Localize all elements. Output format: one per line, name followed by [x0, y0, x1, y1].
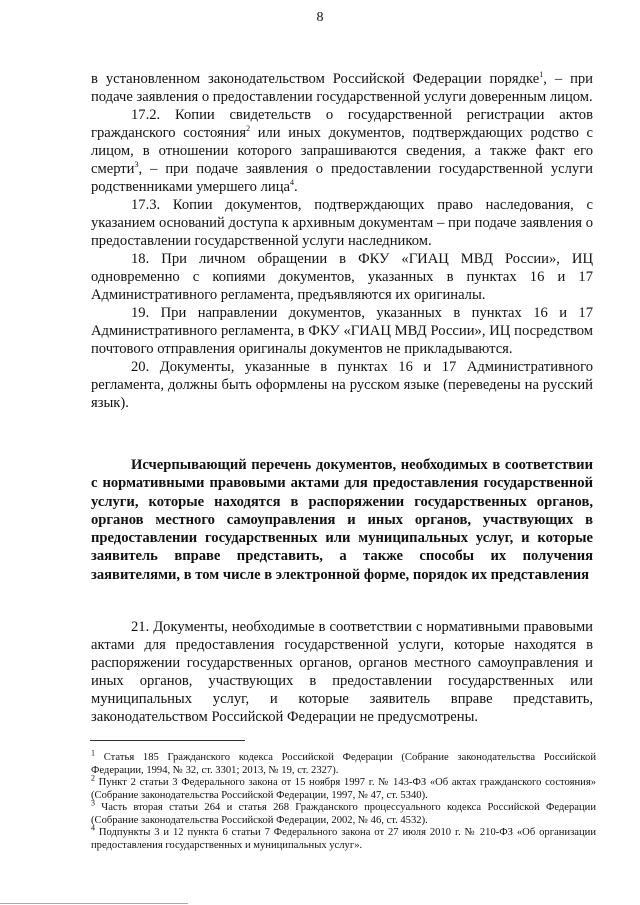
footnote-ref[interactable]: 3 [134, 160, 139, 170]
footnote-ref[interactable]: 1 [539, 70, 544, 80]
paragraph-text: или иных документов, подтверждающих родство с лицом, в отношении которого запрашиваются сведения, а также факт его смерти [91, 125, 593, 177]
footnote-text: Часть вторая статьи 264 и статья 268 Гражданского процессуального кодекса Российской Федерации (Собрание законодательства Российской Федерации, 2002, № 46, ст. 4532). [91, 802, 596, 826]
paragraph-17-3: 17.3. Копии документов, подтверждающих право наследования, с указанием оснований доступа к архивным документам – при подаче заявления о предоставлении государственной услуги наследником. [91, 197, 593, 249]
paragraph-18: 18. При личном обращении в ФКУ «ГИАЦ МВД России», ИЦ одновременно с копиями документов, указанных в пунктах 16 и 17 Административного регламента, предъявляются их оригиналы. [91, 251, 593, 303]
footnote-mark: 4 [91, 823, 95, 833]
scan-artifact-line [0, 903, 188, 904]
footnote-3 [91, 798, 596, 827]
footnote-text: Статья 185 Гражданского кодекса Российской Федерации (Собрание законодательства Российской Федерации, 1994, № 32, ст. 3301; 2013, № 19, ст. 2327). [91, 752, 596, 776]
footnote-4 [91, 823, 596, 852]
section-heading: Исчерпывающий перечень документов, необходимых в соответствии с нормативными правовыми актами для предоставления государственной услуги, которые находятся в распоряжении государственных органов, органов местного самоуправления и иных органов, участвующих в предоставлении государственных или муниципальных услуг, и которые заявитель вправе представить, а также способы их получения заявителями, в том числе в электронной форме, порядок их представления [91, 457, 593, 583]
paragraph-text: , – при подаче заявления о предоставлении государственной услуги родственниками умершего лица [91, 161, 593, 195]
footnote-text: Пункт 2 статьи 3 Федерального закона от 15 ноября 1997 г. № 143-ФЗ «Об актах гражданского состояния» (Собрание законодательства Российской Федерации, 1997, № 47, ст. 5340). [91, 777, 596, 801]
paragraph-17-2 [91, 106, 593, 196]
body-text [91, 70, 593, 412]
footnotes [91, 748, 596, 852]
footnote-mark: 3 [91, 798, 95, 808]
footnote-ref[interactable]: 2 [246, 124, 251, 134]
footnote-ref[interactable]: 4 [289, 178, 294, 188]
footnote-1 [91, 748, 596, 777]
paragraph-text: 17.2. Копии свидетельств о государственной регистрации актов гражданского состояния [91, 107, 593, 141]
paragraph-21: 21. Документы, необходимые в соответствии с нормативными правовыми актами для предоставления государственной услуги, которые находятся в распоряжении государственных органов, органов местного самоуправления и иных органов, участвующих в предоставлении государственных или муниципальных услуг, и которые заявитель вправе представить, законодательством Российской Федерации не предусмотрены. [91, 619, 593, 725]
paragraph-continuation [91, 70, 593, 106]
paragraph-text: в установленном законодательством Российской Федерации порядке [91, 71, 540, 87]
paragraph-20: 20. Документы, указанные в пунктах 16 и 17 Административного регламента, должны быть оформлены на русском языке (переведены на русский язык). [91, 359, 593, 411]
page-number: 8 [316, 10, 324, 25]
footnote-mark: 1 [91, 748, 95, 758]
footnote-separator [90, 740, 245, 741]
paragraph-19: 19. При направлении документов, указанных в пунктах 16 и 17 Административного регламента, в ФКУ «ГИАЦ МВД России», ИЦ посредством почтового отправления оригиналы документов не прикладываются. [91, 305, 593, 357]
footnote-text: Подпункты 3 и 12 пункта 6 статьи 7 Федерального закона от 27 июля 2010 г. № 210-ФЗ «Об организации предоставления государственных и муниципальных услуг». [91, 827, 596, 851]
footnote-2 [91, 773, 596, 802]
footnote-mark: 2 [91, 773, 95, 783]
paragraph-text: , – при подаче заявления о предоставлении государственной услуги доверенным лицом. [91, 71, 593, 105]
paragraph-text: . [293, 179, 298, 195]
